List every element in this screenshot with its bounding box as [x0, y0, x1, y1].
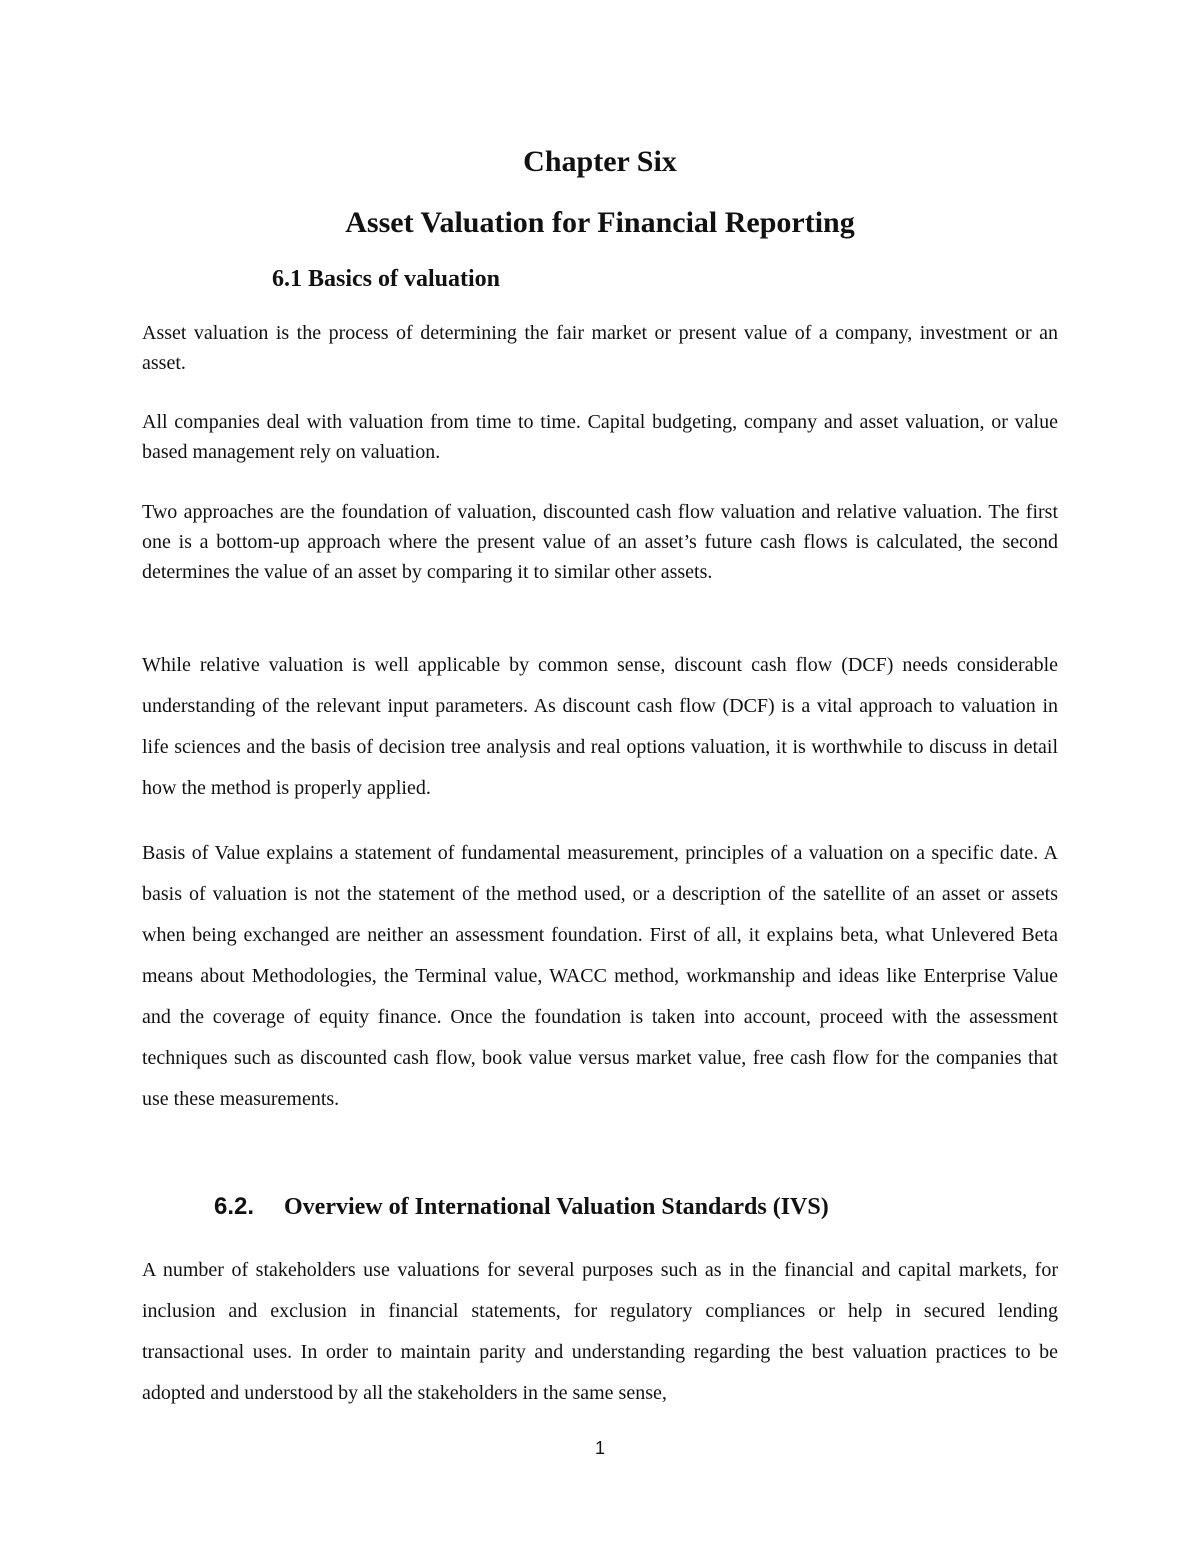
section-heading-6-1: 6.1 Basics of valuation: [272, 266, 501, 292]
paragraph-stakeholders: A number of stakeholders use valuations for several purposes such as in the financial and capital markets, for inclusion and exclusion in financial statements, for regulatory compliances or help in secured lending transactional uses. In order to maintain parity and understanding regarding the best valuation practices to be adopted and understood by all the stakeholders in the same sense,: [142, 1259, 1058, 1404]
section-title: Overview of International Valuation Standards (IVS): [284, 1194, 829, 1220]
paragraph-basis-of-value: Basis of Value explains a statement of fundamental measurement, principles of a valuation on a specific date. A basis of valuation is not the statement of the method used, or a description of the satellite of an asset or assets when being exchanged are neither an assessment foundation. First of all, it explains beta, what Unlevered Beta means about Methodologies, the Terminal value, WACC method, workmanship and ideas like Enterprise Value and the coverage of equity finance. Once the foundation is taken into account, proceed with the assessment techniques such as discounted cash flow, book value versus market value, free cash flow for the companies that use these measurements.: [142, 842, 1058, 1110]
chapter-title: Asset Valuation for Financial Reporting: [345, 206, 855, 239]
paragraph-relative-valuation: While relative valuation is well applicable by common sense, discount cash flow (DCF) needs considerable understanding of the relevant input parameters. As discount cash flow (DCF) is a vital approach to valuation in life sciences and the basis of decision tree analysis and real options valuation, it is worthwhile to discuss in detail how the method is properly applied.: [142, 654, 1058, 799]
paragraph-two-approaches: Two approaches are the foundation of valuation, discounted cash flow valuation and relative valuation. The first one is a bottom-up approach where the present value of an asset’s future cash flows is calculated, the second determines the value of an asset by comparing it to similar other assets.: [142, 501, 1058, 583]
section-heading-6-2: [214, 1190, 829, 1224]
chapter-label: Chapter Six: [523, 145, 677, 178]
page-number: 1: [594, 1438, 605, 1458]
paragraph-companies-valuation: All companies deal with valuation from time to time. Capital budgeting, company and asset valuation, or value based management rely on valuation.: [142, 411, 1058, 463]
paragraph-asset-valuation: Asset valuation is the process of determining the fair market or present value of a company, investment or an asset.: [142, 322, 1058, 374]
section-number: 6.2.: [214, 1193, 255, 1220]
